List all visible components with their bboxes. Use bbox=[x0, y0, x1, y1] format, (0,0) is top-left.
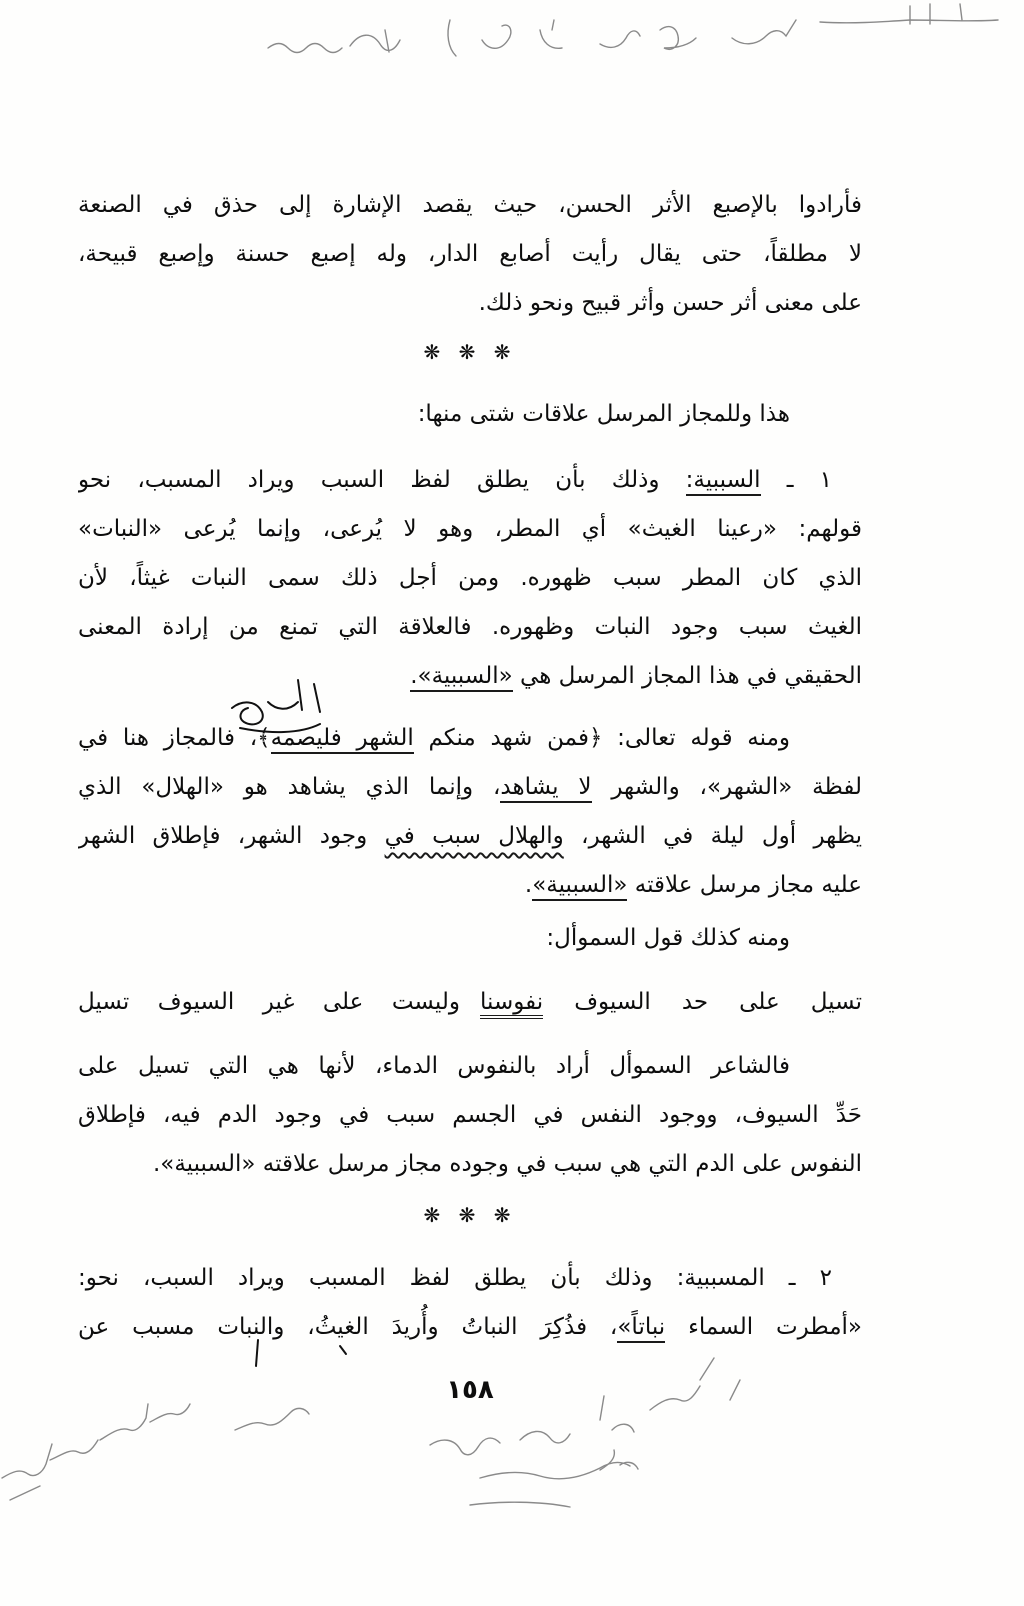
text-segment: لفظة «الشهر»، والشهر bbox=[591, 774, 862, 800]
quran-example-paragraph bbox=[78, 714, 862, 910]
text-line bbox=[78, 861, 862, 910]
top-pencil-scribble bbox=[268, 4, 998, 56]
text-segment: . bbox=[524, 872, 533, 898]
text-segment: الحقيقي في هذا المجاز المرسل هي bbox=[512, 663, 862, 689]
section-separator bbox=[78, 1191, 862, 1240]
intro-paragraph bbox=[78, 390, 862, 439]
text-segment: ، فذُكِرَ النباتُ وأُريدَ الغيثُ، والنبات مسبب عن bbox=[78, 1314, 618, 1340]
bottom-left-pencil-scribble bbox=[2, 1404, 309, 1500]
section-effect bbox=[78, 1254, 862, 1352]
text-segment: «أمطرت السماء bbox=[665, 1314, 862, 1340]
wavy-underlined-phrase: والهلال سبب في bbox=[384, 823, 564, 849]
text-segment: يظهر أول ليلة في الشهر، bbox=[563, 823, 862, 849]
verse-line bbox=[78, 978, 862, 1027]
text-line: فأرادوا بالإصبع الأثر الحسن، حيث يقصد الإشارة إلى حذق في الصنعة bbox=[78, 192, 862, 218]
text-segment: ومنه قوله تعالى: ﴿فمن شهد منكم bbox=[413, 725, 790, 751]
asterism: ❋ ❋ ❋ bbox=[423, 340, 517, 364]
text-line: هذا وللمجاز المرسل علاقات شتى منها: bbox=[417, 401, 790, 427]
verse-second-hemistich: وليست على غير السيوف تسيل bbox=[78, 989, 460, 1015]
underlined-phrase: السببية: bbox=[686, 467, 761, 496]
verse-explanation bbox=[78, 1042, 862, 1189]
text-line bbox=[78, 1303, 862, 1352]
poetry-verse bbox=[78, 978, 862, 1027]
underlined-phrase: نباتاً» bbox=[617, 1314, 665, 1343]
text-line bbox=[78, 812, 862, 861]
text-segment: تسيل على حد السيوف bbox=[543, 989, 862, 1015]
underlined-phrase: لا يشاهد bbox=[500, 774, 591, 803]
paragraph-continuation bbox=[78, 181, 862, 328]
text-line: ٢ ـ المسببية: وذلك بأن يطلق لفظ المسبب ويراد السبب، نحو: bbox=[78, 1265, 832, 1291]
text-line: فالشاعر السموأل أراد بالنفوس الدماء، لأنها هي التي تسيل على bbox=[78, 1053, 790, 1079]
text-segment: عليه مجاز مرسل علاقته bbox=[627, 872, 862, 898]
text-line bbox=[78, 456, 862, 505]
underlined-phrase: الشهر فليصمه bbox=[271, 725, 414, 754]
text-line: قولهم: «رعينا الغيث» أي المطر، وهو لا يُرعى، وإنما يُرعى «النبات» bbox=[78, 516, 862, 542]
text-line bbox=[78, 714, 862, 763]
text-segment: ، وإنما الذي يشاهد هو «الهلال» الذي bbox=[78, 774, 501, 800]
text-line bbox=[78, 652, 862, 701]
text-line: النفوس على الدم التي هي سبب في وجوده مجاز مرسل علاقته «السببية». bbox=[152, 1151, 862, 1177]
double-underlined-word: نفوسنا bbox=[480, 989, 543, 1019]
text-line: على معنى أثر حسن وأثر قبيح ونحو ذلك. bbox=[478, 290, 862, 316]
asterism: ❋ ❋ ❋ bbox=[423, 1203, 517, 1227]
text-segment: وجود الشهر، فإطلاق الشهر bbox=[78, 823, 385, 849]
poem-intro bbox=[78, 914, 862, 963]
text-line: ومنه كذلك قول السموأل: bbox=[546, 925, 790, 951]
text-segment: ١ ـ bbox=[760, 467, 832, 493]
page-footer bbox=[78, 1366, 862, 1415]
page-number: ١٥٨ bbox=[446, 1375, 494, 1405]
text-line: الغيث سبب وجود النبات وظهوره. فالعلاقة التي تمنع من إرادة المعنى bbox=[78, 614, 862, 640]
text-line: حَدِّ السيوف، ووجود النفس في الجسم سبب في وجود الدم فيه، فإطلاق bbox=[78, 1102, 862, 1128]
text-segment: ﴾، فالمجاز هنا في bbox=[78, 725, 271, 751]
text-line: لا مطلقاً، حتى يقال رأيت أصابع الدار، وله إصبع حسنة وإصبع قبيحة، bbox=[78, 241, 862, 267]
underlined-phrase: «السببية». bbox=[410, 663, 513, 692]
text-line: الذي كان المطر سبب ظهوره. ومن أجل ذلك سمى النبات غيثاً، لأن bbox=[78, 565, 862, 591]
section-causality bbox=[78, 456, 862, 701]
section-separator bbox=[78, 328, 862, 377]
text-segment: وذلك بأن يطلق لفظ السبب ويراد المسبب، نحو bbox=[78, 467, 686, 493]
verse-first-hemistich bbox=[480, 978, 862, 1027]
underlined-phrase: «السببية» bbox=[532, 872, 627, 901]
text-line bbox=[78, 763, 862, 812]
